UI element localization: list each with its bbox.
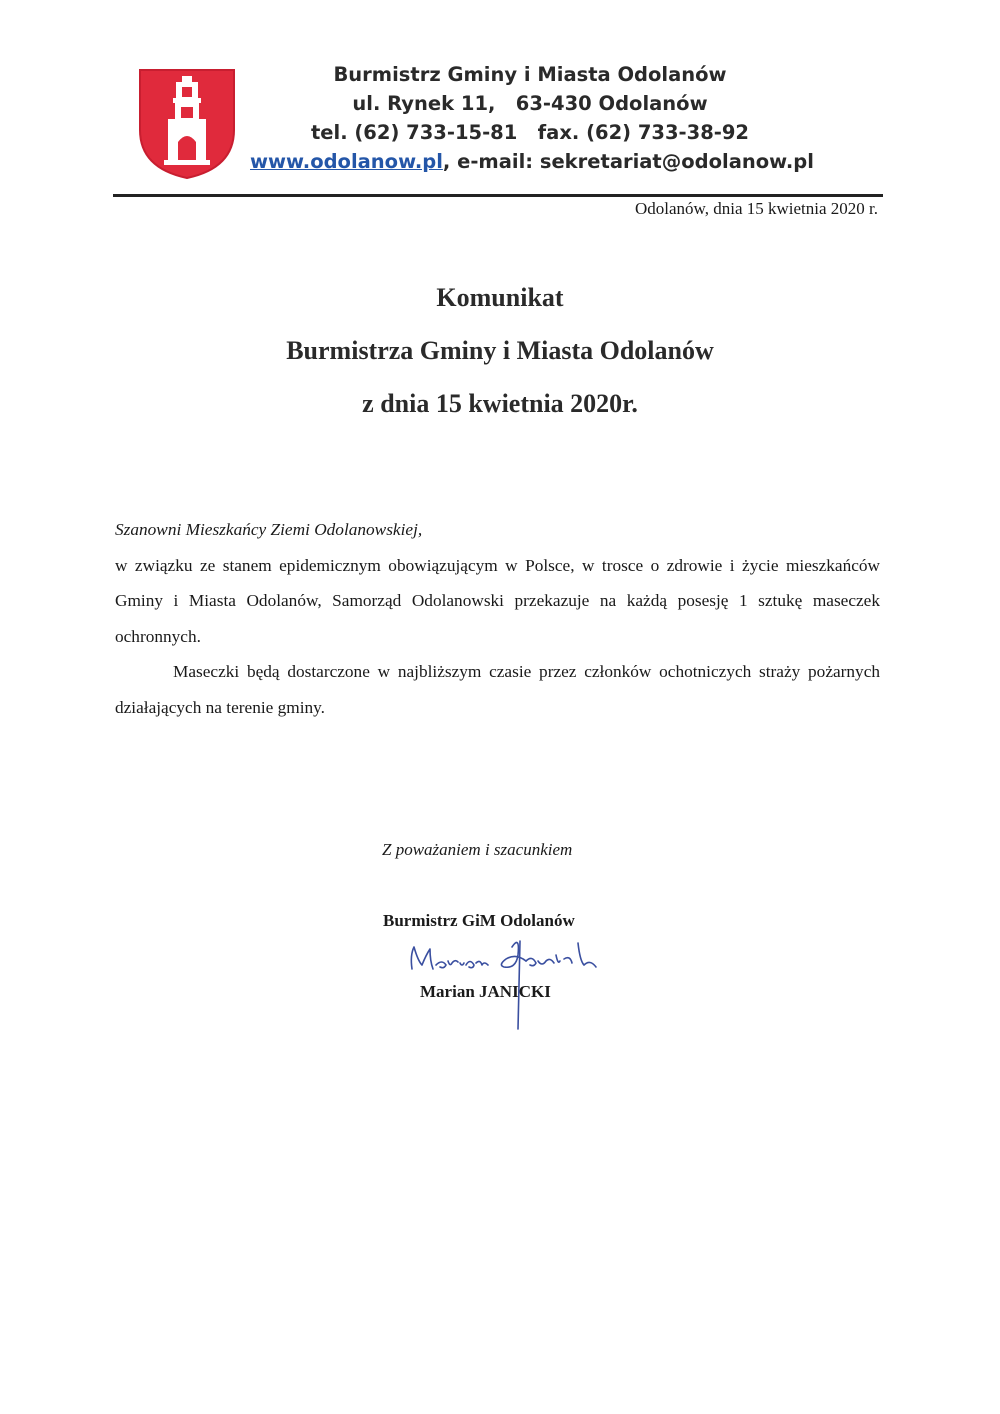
closing-phrase: Z poważaniem i szacunkiem	[382, 840, 573, 859]
paragraph-1: w związku ze stanem epidemicznym obowiązującym w Polsce, w trosce o zdrowie i życie mieszkańców Gminy i Miasta Odolanów, Samorząd Odolanowski przekazuje na każdą posesję 1 sztukę maseczek ochronnych.	[115, 555, 880, 646]
handwritten-signature	[400, 925, 630, 1035]
letterhead	[250, 60, 814, 176]
website-link[interactable]: www.odolanow.pl	[250, 150, 443, 173]
letter-body	[115, 512, 880, 725]
title-line-3: z dnia 15 kwietnia 2020r.	[362, 389, 638, 418]
salutation: Szanowni Mieszkańcy Ziemi Odolanowskiej,	[115, 520, 423, 539]
date-line: Odolanów, dnia 15 kwietnia 2020 r.	[635, 199, 878, 218]
title-line-2: Burmistrza Gminy i Miasta Odolanów	[286, 336, 714, 365]
letterhead-contact	[250, 147, 814, 176]
coat-of-arms-icon	[138, 68, 236, 180]
paragraph-2: Maseczki będą dostarczone w najbliższym czasie przez członków ochotniczych straży pożarnych działających na terenie gminy.	[115, 662, 880, 717]
letterhead-phone-fax: tel. (62) 733-15-81 fax. (62) 733-38-92	[310, 121, 750, 144]
signatory-role: Burmistrz GiM Odolanów	[383, 911, 575, 930]
letterhead-office: Burmistrz Gminy i Miasta Odolanów	[333, 63, 727, 86]
signatory-name: Marian JANICKI	[420, 982, 551, 1001]
document-title	[0, 278, 1000, 437]
header-divider	[113, 194, 883, 197]
letterhead-address: ul. Rynek 11, 63-430 Odolanów	[352, 92, 708, 115]
title-line-1: Komunikat	[436, 283, 564, 312]
email-text: , e-mail: sekretariat@odolanow.pl	[442, 150, 814, 173]
